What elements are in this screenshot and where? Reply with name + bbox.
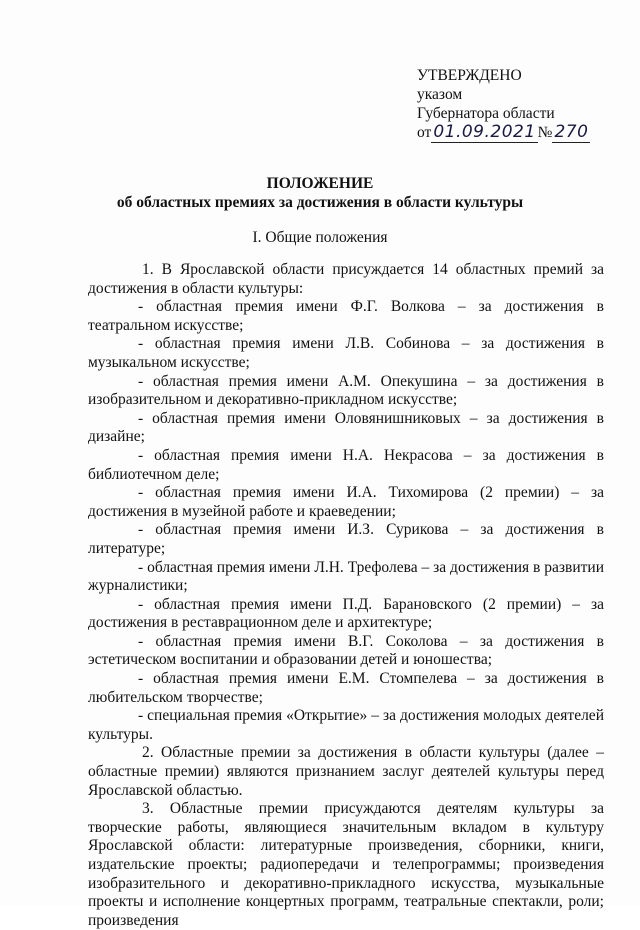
document-title: ПОЛОЖЕНИЕ: [266, 175, 374, 192]
approval-date-number: [417, 123, 590, 143]
list-item: - специальная премия «Открытие» – за достижения молодых деятелей культуры.: [88, 707, 604, 743]
list-item: - областная премия имени Н.А. Некрасова – за достижения в библиотечном деле;: [88, 446, 604, 483]
list-item: - областная премия имени Оловянишниковых – за достижения в дизайне;: [88, 409, 604, 446]
list-item: - областная премия имени Л.В. Собинова – за достижения в музыкальном искусстве;: [88, 335, 604, 371]
approval-issuer: Губернатора области: [417, 105, 555, 122]
approval-heading: УТВЕРЖДЕНО: [417, 67, 522, 84]
list-item: - областная премия имени И.А. Тихомирова (2 премии) – за достижения в музейной работе и краеведении;: [88, 484, 604, 520]
approval-block: [417, 66, 590, 143]
document-subtitle: об областных премиях за достижения в области культуры: [116, 194, 524, 211]
list-item: - областная премия имени Е.М. Стомпелева – за достижения в любительском творчестве;: [88, 670, 604, 706]
approval-date-prefix: от: [417, 124, 432, 141]
list-item: - областная премия имени Л.Н. Трефолева – за достижения в развитии журналистики;: [88, 558, 604, 595]
approval-number-label: №: [537, 124, 553, 141]
list-item: - областная премия имени П.Д. Барановского (2 премии) – за достижения в реставрационном деле и архитектуре;: [88, 595, 604, 632]
approval-decree: указом: [417, 86, 463, 103]
paragraph: 3. Областные премии присуждаются деятелям культуры за творческие работы, являющиеся значительным вкладом в культуру Ярославской области: литературные произведения, сборники, книги, издательские проекты; радиопередачи и телепрограммы; произведения изобразительного и декоративно-прикладного искусства, музыкальные проекты и исполнение концертных программ, театральные спектакли, роли; произведения: [88, 800, 604, 929]
list-item: - областная премия имени А.М. Опекушина – за достижения в изобразительном и декоративно-прикладном искусстве;: [88, 372, 604, 409]
paragraph: 1. В Ярославской области присуждается 14 областных премий за достижения в области культуры:: [88, 261, 604, 297]
list-item: - областная премия имени И.З. Сурикова – за достижения в литературе;: [88, 521, 604, 557]
approval-date: 01.09.2021: [433, 122, 536, 142]
approval-number: 270: [554, 122, 589, 142]
paragraph: 2. Областные премии за достижения в области культуры (далее – областные премии) являются признанием заслуг деятелей культуры перед Ярославской областью.: [88, 744, 604, 799]
list-item: - областная премия имени В.Г. Соколова – за достижения в эстетическом воспитании и образовании детей и юношества;: [88, 632, 604, 669]
document-body: [88, 261, 604, 930]
list-item: - областная премия имени Ф.Г. Волкова – за достижения в театральном искусстве;: [88, 298, 604, 334]
section-heading: I. Общие положения: [252, 229, 388, 246]
